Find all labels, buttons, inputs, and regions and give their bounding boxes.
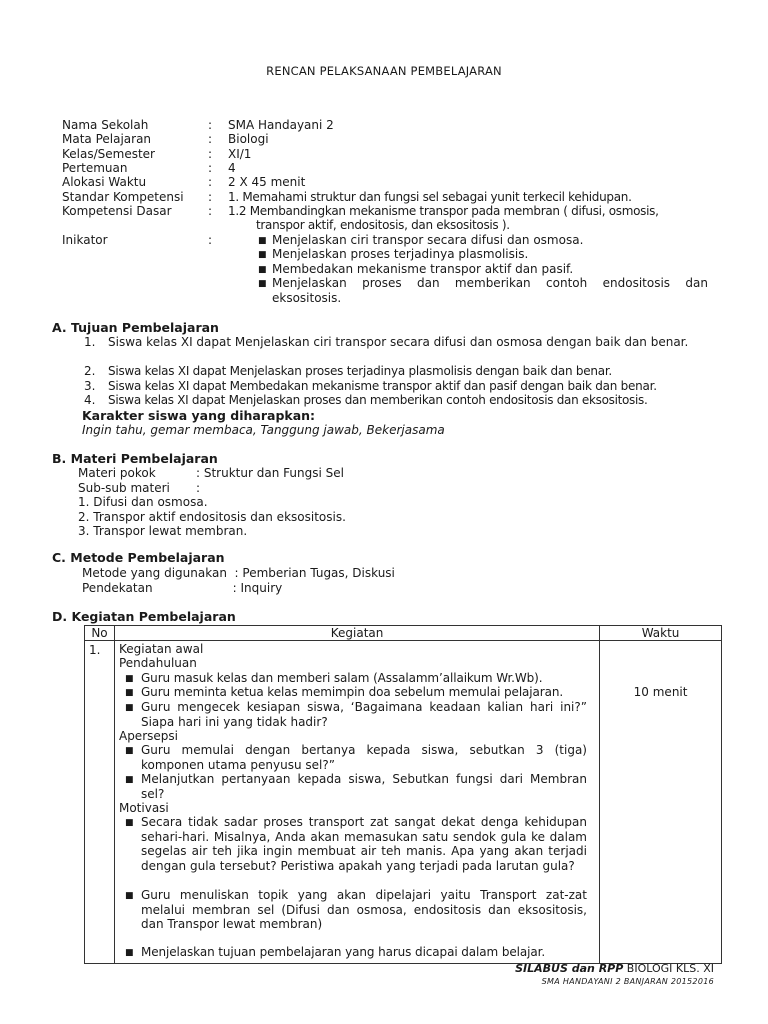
identity-value: 1.2 Membandingkan mekanisme transpor pada membran ( difusi, osmosis, bbox=[228, 204, 659, 218]
bullet-icon: ■ bbox=[124, 746, 134, 756]
identity-colon: : bbox=[208, 204, 213, 218]
identity-colon: : bbox=[208, 147, 213, 161]
sub-materi-colon: : bbox=[196, 481, 201, 495]
identity-colon: : bbox=[208, 132, 213, 146]
pendahuluan-item: Guru masuk kelas dan memberi salam (Assalamm’allaikum Wr.Wb). bbox=[140, 671, 543, 685]
indicator-item: Menjelaskan proses terjadinya plasmolisis. bbox=[272, 247, 529, 261]
list-number: 3. bbox=[84, 379, 96, 393]
sub-materi-item: 3. Transpor lewat membran. bbox=[78, 524, 248, 538]
activity-table bbox=[84, 625, 722, 964]
identity-value: 4 bbox=[228, 161, 236, 175]
bullet-icon: ■ bbox=[124, 948, 134, 958]
row-waktu: 10 menit bbox=[600, 641, 722, 964]
sub-materi-item: 1. Difusi dan osmosa. bbox=[78, 495, 208, 509]
identity-value: Biologi bbox=[228, 132, 269, 146]
bullet-icon: ■ bbox=[124, 688, 134, 698]
identity-label: Mata Pelajaran bbox=[62, 132, 152, 146]
list-number: 2. bbox=[84, 364, 96, 378]
list-number: 4. bbox=[84, 393, 96, 407]
table-row bbox=[85, 641, 722, 964]
kegiatan-awal-label: Kegiatan awal bbox=[118, 642, 204, 656]
materi-pokok-value: : Struktur dan Fungsi Sel bbox=[196, 466, 344, 480]
identity-value: 2 X 45 menit bbox=[228, 175, 306, 189]
bullet-icon: ■ bbox=[258, 265, 267, 275]
table-header-row bbox=[85, 626, 722, 641]
bullet-icon: ■ bbox=[124, 674, 134, 684]
apersepsi-item: Guru memulai dengan bertanya kepada siswa, sebutkan 3 (tiga) komponen utama penyusu sel?” bbox=[140, 743, 587, 772]
row-number: 1. bbox=[85, 641, 115, 964]
identity-value-continued: transpor aktif, endositosis, dan eksositosis ). bbox=[256, 218, 510, 232]
section-c-heading: C. Metode Pembelajaran bbox=[52, 550, 225, 565]
page-title: RENCAN PELAKSANAAN PEMBELAJARAN bbox=[266, 64, 502, 78]
footer-line-2: SMA HANDAYANI 2 BANJARAN 20152016 bbox=[541, 977, 714, 986]
motivasi-item: Guru menuliskan topik yang akan dipelajari yaitu Transport zat-zat melalui membran sel (Difusi dan osmosa, endositosis dan eksositosis, dan Transpor lewat membran) bbox=[140, 888, 587, 931]
bullet-icon: ■ bbox=[258, 250, 267, 260]
indicator-item: Menjelaskan proses dan memberikan contoh endositosis dan eksositosis. bbox=[272, 276, 708, 305]
identity-value: XI/1 bbox=[228, 147, 252, 161]
bullet-icon: ■ bbox=[124, 775, 134, 785]
identity-label: Nama Sekolah bbox=[62, 118, 149, 132]
pendahuluan-label: Pendahuluan bbox=[118, 656, 197, 670]
bullet-icon: ■ bbox=[124, 818, 134, 828]
section-a-heading: A. Tujuan Pembelajaran bbox=[52, 320, 219, 335]
apersepsi-label: Apersepsi bbox=[118, 729, 178, 743]
identity-label: Pertemuan bbox=[62, 161, 128, 175]
identity-label: Alokasi Waktu bbox=[62, 175, 147, 189]
identity-label: Inikator bbox=[62, 233, 108, 247]
objective-item: Siswa kelas XI dapat Menjelaskan ciri transpor secara difusi dan osmosa dengan baik dan benar. bbox=[108, 335, 689, 349]
motivasi-item: Secara tidak sadar proses transport zat sangat dekat denga kehidupan sehari-hari. Misalnya, Anda akan memasukan satu sendok gula ke dalam segelas air teh jika ingin membuat air teh manis. Apa yang akan terjadi dengan gula tersebut? Peristiwa apakah yang terjadi pada larutan gula? bbox=[140, 815, 587, 873]
identity-label: Kompetensi Dasar bbox=[62, 204, 172, 218]
header-waktu: Waktu bbox=[600, 626, 722, 641]
pendahuluan-item: Guru mengecek kesiapan siswa, ‘Bagaimana keadaan kalian hari ini?” Siapa hari ini yang tidak hadir? bbox=[140, 700, 587, 729]
materi-pokok-label: Materi pokok bbox=[78, 466, 156, 480]
motivasi-label: Motivasi bbox=[118, 801, 169, 815]
sub-materi-item: 2. Transpor aktif endositosis dan eksositosis. bbox=[78, 510, 346, 524]
bullet-icon: ■ bbox=[124, 891, 134, 901]
identity-colon: : bbox=[208, 190, 213, 204]
karakter-heading: Karakter siswa yang diharapkan: bbox=[82, 408, 316, 423]
footer-rest: BIOLOGI KLS. XI bbox=[623, 962, 714, 975]
identity-colon: : bbox=[208, 175, 213, 189]
pendekatan-line: Pendekatan : Inquiry bbox=[82, 581, 283, 595]
motivasi-item: Menjelaskan tujuan pembelajaran yang harus dicapai dalam belajar. bbox=[140, 945, 546, 959]
pendahuluan-item: Guru meminta ketua kelas memimpin doa sebelum memulai pelajaran. bbox=[140, 685, 564, 699]
footer-bold: SILABUS dan RPP bbox=[515, 962, 624, 975]
identity-colon: : bbox=[208, 233, 213, 247]
bullet-icon: ■ bbox=[258, 279, 267, 289]
metode-line: Metode yang digunakan : Pemberian Tugas, Diskusi bbox=[82, 566, 395, 580]
section-b-heading: B. Materi Pembelajaran bbox=[52, 451, 218, 466]
bullet-icon: ■ bbox=[258, 236, 267, 246]
list-number: 1. bbox=[84, 335, 96, 349]
sub-materi-label: Sub-sub materi bbox=[78, 481, 170, 495]
section-d-heading: D. Kegiatan Pembelajaran bbox=[52, 609, 236, 624]
header-kegiatan: Kegiatan bbox=[114, 626, 599, 641]
activity-cell bbox=[115, 641, 599, 963]
footer-line-1 bbox=[515, 962, 714, 975]
karakter-text: Ingin tahu, gemar membaca, Tanggung jawab, Bekerjasama bbox=[82, 423, 445, 437]
bullet-icon: ■ bbox=[124, 703, 134, 713]
identity-label: Kelas/Semester bbox=[62, 147, 155, 161]
header-no: No bbox=[85, 626, 115, 641]
indicator-item: Menjelaskan ciri transpor secara difusi dan osmosa. bbox=[272, 233, 584, 247]
identity-value: SMA Handayani 2 bbox=[228, 118, 334, 132]
apersepsi-item: Melanjutkan pertanyaan kepada siswa, Sebutkan fungsi dari Membran sel? bbox=[140, 772, 587, 801]
identity-colon: : bbox=[208, 161, 213, 175]
identity-label: Standar Kompetensi bbox=[62, 190, 184, 204]
objective-item: Siswa kelas XI dapat Menjelaskan proses dan memberikan contoh endositosis dan eksositosis. bbox=[108, 393, 648, 407]
indicator-item: Membedakan mekanisme transpor aktif dan pasif. bbox=[272, 262, 574, 276]
objective-item: Siswa kelas XI dapat Membedakan mekanisme transpor aktif dan pasif dengan baik dan benar. bbox=[108, 379, 657, 393]
identity-value: 1. Memahami struktur dan fungsi sel sebagai yunit terkecil kehidupan. bbox=[228, 190, 632, 204]
objective-item: Siswa kelas XI dapat Menjelaskan proses terjadinya plasmolisis dengan baik dan benar. bbox=[108, 364, 612, 378]
identity-colon: : bbox=[208, 118, 213, 132]
